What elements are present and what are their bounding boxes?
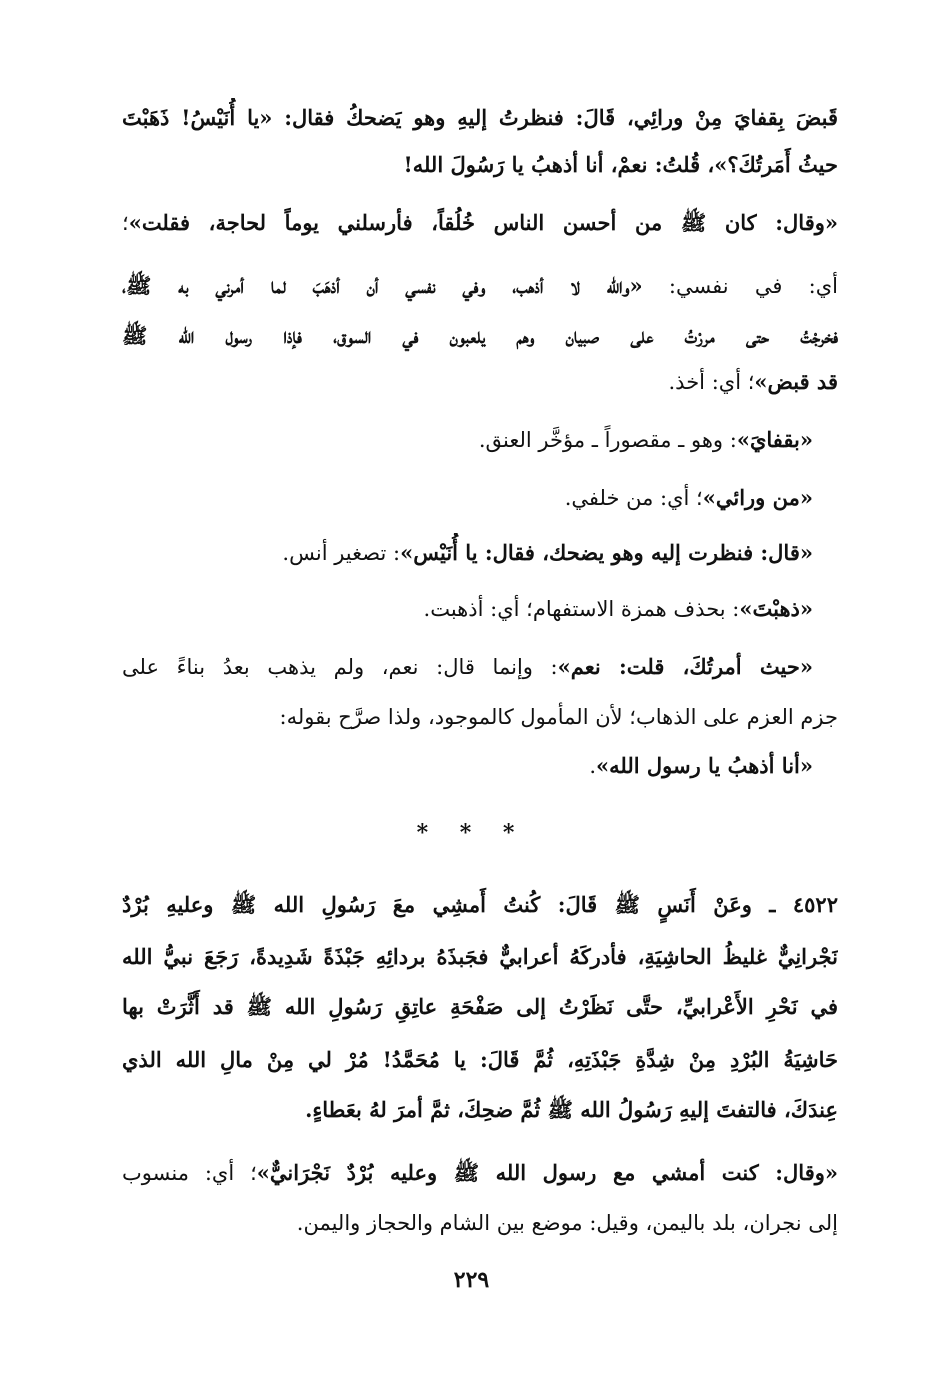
gloss-line: [122, 533, 813, 573]
page-number: ٢٢٩: [453, 1267, 490, 1293]
gloss-term: «حيث أمرتُكَ، قلت: نعم»: [557, 654, 813, 679]
quote-bold: «والله لا أذهب، وفي نفسي أن أذهَبَ لما أمرني به ﷺ،: [122, 273, 643, 298]
quote-bold: «وقال: كنت أمشي مع رسول الله ﷺ وعليه بُرْدٌ نَجْرَانيٌّ»: [256, 1160, 838, 1185]
gloss5-line3: [122, 746, 813, 786]
gloss-term: «ذهبْتَ»: [739, 596, 813, 621]
paragraph1-line2: حيثُ أَمَرتُكَ؟»، قُلتُ: نعمْ، أنا أذهبُ يا رَسُولَ الله!: [403, 152, 838, 177]
quote-bold: قد قبض»: [754, 369, 838, 394]
commentary-line2: إلى نجران، بلد باليمن، وقيل: موضع بين الشام والحجاز واليمن.: [296, 1211, 838, 1235]
hadith-line5: عِندَكَ، فالتفتَ إليهِ رَسُولُ الله ﷺ ثُمَّ ضحِكَ، ثمَّ أمرَ لهُ بعَطاءٍ.: [305, 1097, 838, 1122]
gloss-text: : وهو ـ مقصوراً ـ مؤخَّر العنق.: [478, 428, 737, 452]
paragraph1-line1: قَبضَ بِقفايَ مِنْ ورائِي، قَالَ: فنظرتُ إليهِ وهو يَضحكُ فقال: «يا أُنَيْسُ! ذَهَبْتَ: [122, 105, 838, 130]
gloss-term: «بقفايَ»: [736, 427, 813, 452]
gloss5-line2: جزم العزم على الذهاب؛ لأن المأمول كالموجود، ولذا صرَّح بقوله:: [279, 705, 838, 729]
gloss-text: : وإنما قال: نعم، ولم يذهب بعدُ بناءً على: [122, 655, 558, 679]
gloss-line: [122, 420, 813, 460]
quote-rest: ؛: [122, 211, 129, 235]
plain-text: أي: في نفسي:: [642, 274, 838, 298]
gloss-text: : بحذف همزة الاستفهام؛ أي: أذهبت.: [423, 597, 740, 621]
hadith-line4: حَاشِيَةُ البُرْدِ مِنْ شِدَّةِ جَبْذَتِهِ، ثُمَّ قَالَ: يا مُحَمَّدُ! مُرْ لي مِنْ مالِ الله الذي: [122, 1047, 838, 1072]
paragraph2-line1: [122, 203, 838, 243]
hadith-line1: ٤٥٢٢ ـ وعَنْ أَنَسٍ ﷺ قَالَ: كُنتُ أَمشِي معَ رَسُولِ الله ﷺ وعليهِ بُرْدٌ: [122, 892, 838, 917]
plain-text: ؛ أي: منسوب: [122, 1161, 257, 1185]
gloss-line: [122, 478, 813, 518]
hadith-line3: في نَحْرِ الأَعْرابيِّ، حتَّى نَظَرْتُ إلى صَفْحَةِ عاتِقِ رَسُولِ الله ﷺ قد أَثَّرَتْ بها: [122, 994, 838, 1019]
hadith-line2: نَجْرانِيٌّ غليظُ الحاشِيَةِ، فأدركَهُ أعرابيٌّ فجَبذَهُ بردائِهِ جَبْذَةً شَدِيدةً، رَجَعَ نبيُّ الله: [122, 944, 838, 969]
section-separator: * * *: [416, 820, 527, 846]
paragraph2-line3: فخرجْتُ حتى مررْتُ على صبيان وهم يلعبون في السوق، فإذا رسول الله ﷺ: [122, 323, 838, 348]
gloss-text: ؛ أي: من خلفي.: [564, 486, 703, 510]
plain-text: ؛ أي: أخذ.: [668, 370, 755, 394]
gloss-term: «من ورائي»: [702, 485, 813, 510]
gloss-term: «قال: فنظرت إليه وهو يضحك، فقال: يا أُنَيْس»: [400, 540, 813, 565]
plain-text: .: [589, 754, 597, 778]
gloss-line: [122, 589, 813, 629]
gloss-line: [122, 647, 813, 687]
gloss-text: : تصغير أنس.: [282, 541, 401, 565]
quote-bold: «أنا أذهبُ يا رسول الله»: [596, 753, 813, 778]
quote-bold: «وقال: كان ﷺ من أحسن الناس خُلُقاً، فأرسلني يوماً لحاجة، فقلت»: [128, 210, 838, 235]
paragraph2-line4: [122, 362, 838, 402]
paragraph2-line2: [122, 266, 838, 306]
commentary-line1: [122, 1153, 838, 1193]
